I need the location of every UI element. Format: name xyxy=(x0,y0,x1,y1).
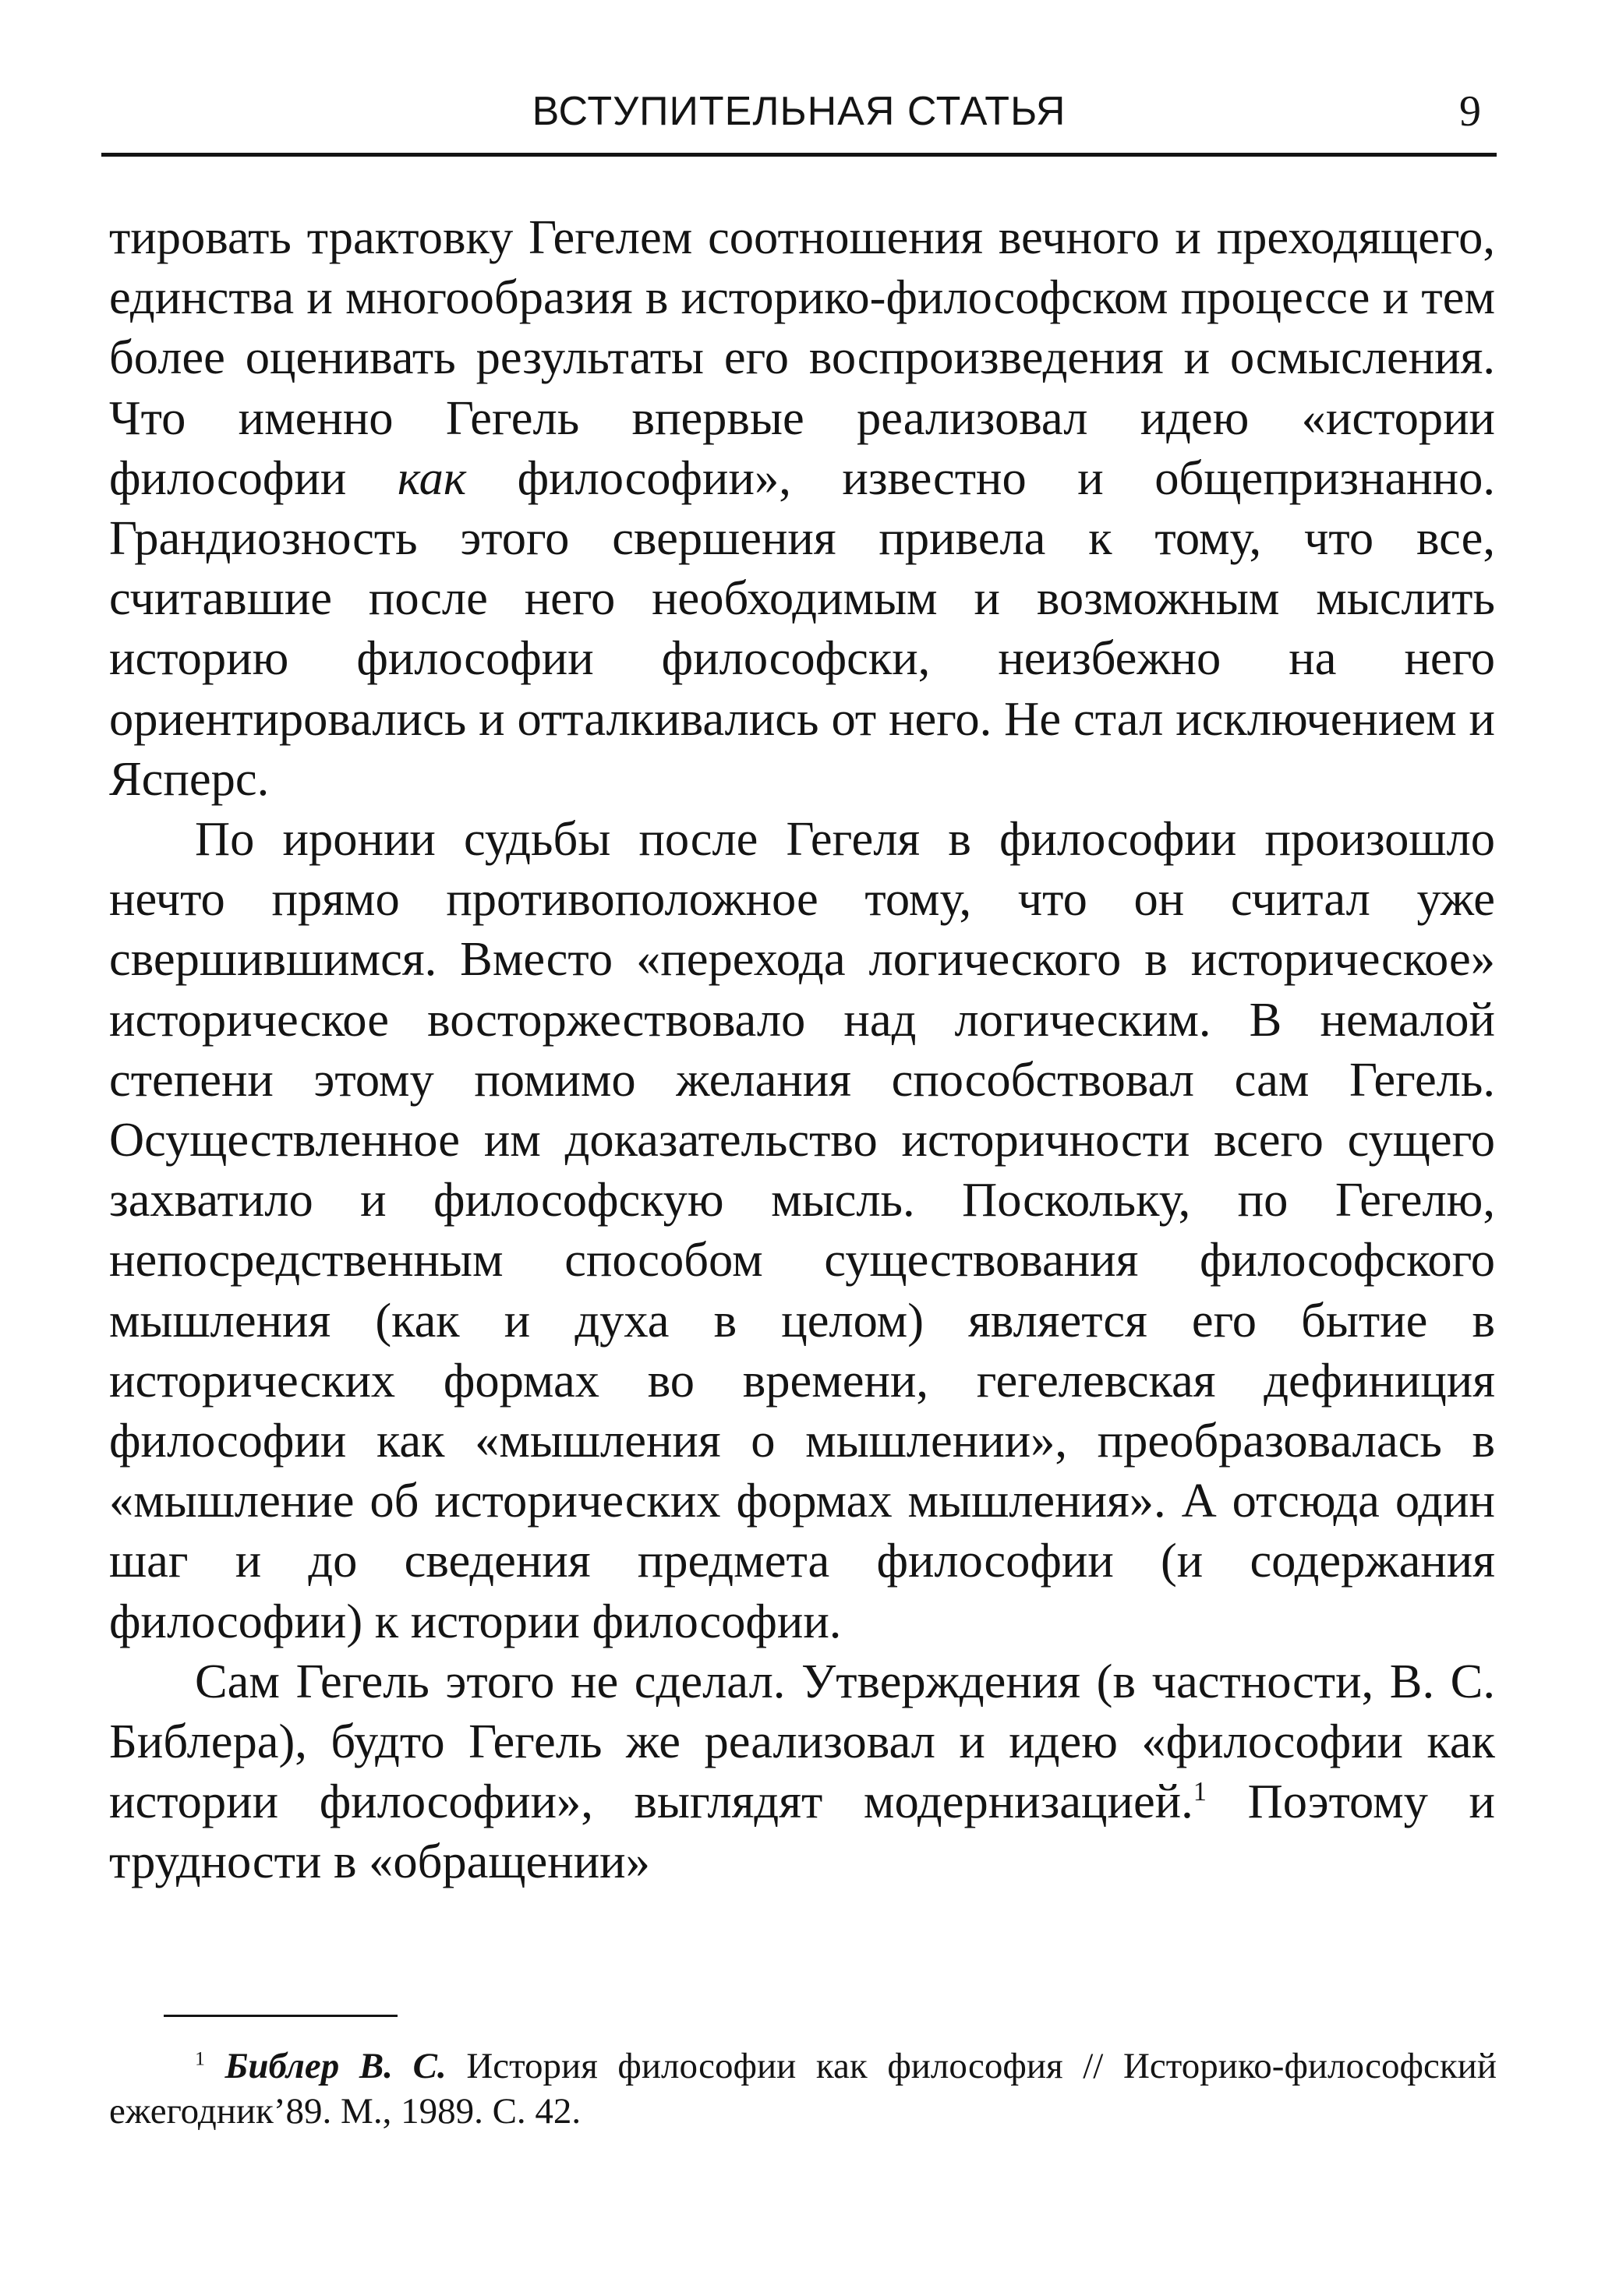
running-head xyxy=(101,78,1497,164)
paragraph-3-text-a: Сам Гегель этого не сделал. Утверждения (в частности, В. С. Библера), будто Гегель же реализовал и идею «философии как истории философии», выглядят модернизацией. xyxy=(109,1653,1495,1829)
page-number: 9 xyxy=(1459,87,1481,136)
footnote-marker: 1 xyxy=(195,2047,205,2070)
paragraph-1-text-a: тировать трактовку Гегелем соотношения вечного и преходящего, единства и многообразия в историко-философском процессе и тем более оценивать результаты его воспроизведения и осмысления. Что именно Гегель впервые реализовал идею «истории философии xyxy=(109,210,1495,505)
paragraph-2: По иронии судьбы после Гегеля в философии произошло нечто прямо противоположное тому, что он считал уже свершившимся. Вместо «перехода логического в историческое» историческое восторжествовало над логическим. В немалой степени этому помимо желания способствовал сам Гегель. Осуществленное им доказательство историчности всего сущего захватило и философскую мысль. Поскольку, по Гегелю, непосредственным способом существования философского мышления (как и духа в целом) является его бытие в исторических формах во времени, гегелевская дефиниция философии как «мышления о мышлении», преобразовалась в «мышление об исторических формах мышления». А отсюда один шаг и до сведения предмета философии (и содержания философии) к истории философии. xyxy=(109,811,1495,1648)
paragraph-1 xyxy=(109,207,1495,809)
footnote-rule xyxy=(164,2015,398,2017)
footnote-text: История философии как философия // Историко-философский ежегодник’89. М., 1989. С. 42. xyxy=(109,2046,1497,2132)
header-rule xyxy=(101,153,1497,157)
footnote xyxy=(109,2043,1497,2134)
paragraph-1-text-b: философии», известно и общепризнанно. Грандиозность этого свершения привела к тому, что все, считавшие после него необходимым и возможным мыслить историю философии философски, неизбежно на него ориентировались и отталкивались от него. Не стал исключением и Ясперс. xyxy=(109,450,1495,806)
paragraph-1-italic: как xyxy=(397,450,467,505)
body-text xyxy=(109,207,1495,1892)
footnote-author: Библер В. С. xyxy=(224,2046,447,2086)
paragraph-3 xyxy=(109,1651,1495,1892)
running-title: ВСТУПИТЕЛЬНАЯ СТАТЬЯ xyxy=(532,89,1066,134)
footnote-reference: 1 xyxy=(1193,1777,1207,1807)
paragraph-3-text-b: Поэтому и трудности в «обращении» xyxy=(109,1774,1495,1889)
